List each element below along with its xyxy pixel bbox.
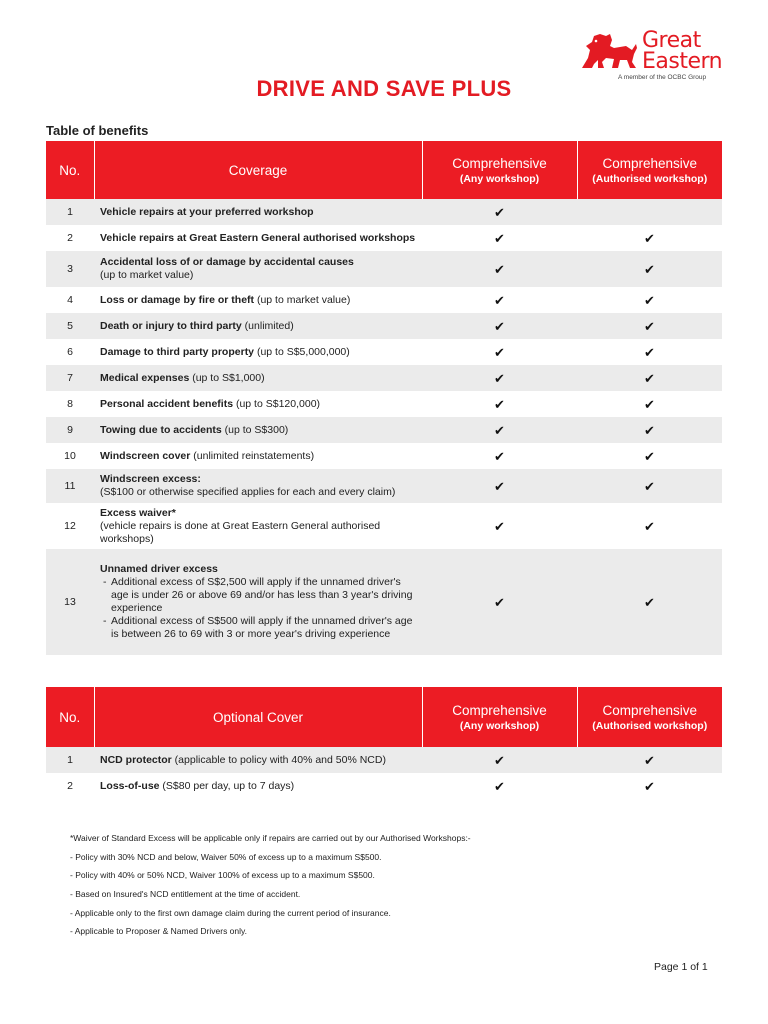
table-row — [46, 549, 722, 655]
coverage-note: (unlimited reinstatements) — [190, 449, 315, 462]
row-coverage — [94, 313, 422, 339]
optional-header-row — [46, 687, 722, 747]
row-coverage — [94, 199, 422, 225]
coverage-note: (vehicle repairs is done at Great Eastern General authorised workshops) — [100, 519, 381, 545]
check-icon: ✔ — [577, 391, 722, 417]
header-comprehensive-any: Comprehensive (Any workshop) — [422, 141, 577, 199]
check-icon: ✔ — [577, 225, 722, 251]
row-number: 2 — [46, 225, 94, 251]
coverage-note: (up to S$1,000) — [189, 371, 265, 384]
check-icon: ✔ — [577, 443, 722, 469]
coverage-note: (up to S$5,000,000) — [254, 345, 350, 358]
check-icon: ✔ — [422, 199, 577, 225]
header-no: No. — [46, 687, 94, 747]
row-coverage — [94, 469, 422, 503]
header-no: No. — [46, 141, 94, 199]
row-coverage — [94, 225, 422, 251]
table-row — [46, 417, 722, 443]
coverage-label: Loss-of-use — [100, 779, 160, 792]
header-coverage: Coverage — [94, 141, 422, 199]
footnotes — [70, 833, 471, 945]
check-icon: ✔ — [422, 251, 577, 287]
table-row — [46, 339, 722, 365]
check-icon: ✔ — [422, 225, 577, 251]
check-icon: ✔ — [577, 365, 722, 391]
row-number: 8 — [46, 391, 94, 417]
footnote-line: - Based on Insured's NCD entitlement at the time of accident. — [70, 889, 301, 900]
row-coverage — [94, 417, 422, 443]
row-coverage — [94, 773, 422, 799]
row-number: 12 — [46, 503, 94, 549]
brand-tagline: A member of the OCBC Group — [618, 74, 707, 81]
page-number: Page 1 of 1 — [654, 961, 708, 973]
coverage-note: (up to S$300) — [221, 423, 289, 436]
coverage-label: NCD protector — [100, 753, 172, 766]
row-number: 7 — [46, 365, 94, 391]
coverage-note: (S$100 or otherwise specified applies for each and every claim) — [100, 486, 396, 498]
page-title: DRIVE AND SAVE PLUS — [256, 76, 512, 101]
coverage-details — [100, 576, 416, 641]
row-coverage — [94, 287, 422, 313]
header-comprehensive-any: Comprehensive (Any workshop) — [422, 687, 577, 747]
table-row — [46, 773, 722, 799]
header-comprehensive-authorised: Comprehensive (Authorised workshop) — [577, 141, 722, 199]
lion-icon — [580, 32, 638, 70]
coverage-note: (applicable to policy with 40% and 50% NCD) — [171, 753, 386, 766]
table-row — [46, 469, 722, 503]
coverage-label: Loss or damage by fire or theft — [100, 293, 255, 306]
check-icon: ✔ — [577, 469, 722, 503]
table-row — [46, 251, 722, 287]
coverage-label: Towing due to accidents — [100, 423, 222, 436]
check-icon: ✔ — [422, 391, 577, 417]
check-icon: ✔ — [577, 251, 722, 287]
footnote-line: - Applicable to Proposer & Named Drivers only. — [70, 926, 248, 937]
coverage-label: Personal accident benefits — [100, 397, 234, 410]
footnote-line: - Applicable only to the first own damage claim during the current period of insurance. — [70, 907, 391, 918]
row-number: 2 — [46, 773, 94, 799]
header-optional-cover: Optional Cover — [94, 687, 422, 747]
coverage-note: (S$80 per day, up to 7 days) — [159, 779, 295, 792]
coverage-detail-item: - Additional excess of S$2,500 will apply if the unnamed driver's age is under 26 or above 69 and/or has less than 3 year's driving experience — [100, 576, 416, 615]
check-icon: ✔ — [422, 549, 577, 655]
coverage-label: Windscreen cover — [100, 449, 191, 462]
row-number: 1 — [46, 747, 94, 773]
row-coverage — [94, 443, 422, 469]
row-coverage — [94, 747, 422, 773]
check-icon: ✔ — [422, 287, 577, 313]
check-icon: ✔ — [422, 503, 577, 549]
check-icon — [577, 199, 722, 225]
table-row — [46, 747, 722, 773]
check-icon: ✔ — [422, 469, 577, 503]
coverage-label: Damage to third party property — [100, 345, 255, 358]
header-comprehensive-authorised: Comprehensive (Authorised workshop) — [577, 687, 722, 747]
row-number: 10 — [46, 443, 94, 469]
check-icon: ✔ — [577, 549, 722, 655]
coverage-label: Excess waiver* — [100, 506, 176, 519]
benefits-header-row — [46, 141, 722, 199]
table-row — [46, 287, 722, 313]
table-subtitle: Table of benefits — [46, 123, 149, 138]
check-icon: ✔ — [422, 365, 577, 391]
check-icon: ✔ — [577, 773, 722, 799]
row-coverage — [94, 365, 422, 391]
row-number: 5 — [46, 313, 94, 339]
table-row — [46, 365, 722, 391]
table-row — [46, 225, 722, 251]
coverage-label: Medical expenses — [100, 371, 190, 384]
footnote-line: - Policy with 40% or 50% NCD, Waiver 100% of excess up to a maximum S$500. — [70, 870, 375, 881]
row-number: 3 — [46, 251, 94, 287]
row-coverage — [94, 339, 422, 365]
benefits-table — [46, 141, 722, 655]
table-row — [46, 391, 722, 417]
brand-name — [642, 30, 722, 72]
coverage-note: (unlimited) — [241, 319, 294, 332]
coverage-note: (up to S$120,000) — [233, 397, 321, 410]
row-number: 6 — [46, 339, 94, 365]
coverage-label: Accidental loss of or damage by accidental causes — [100, 256, 354, 268]
row-coverage — [94, 391, 422, 417]
brand-name-line1: Great — [642, 28, 701, 53]
check-icon: ✔ — [577, 417, 722, 443]
optional-cover-table — [46, 687, 722, 799]
row-number: 13 — [46, 549, 94, 655]
check-icon: ✔ — [422, 313, 577, 339]
coverage-note: (up to market value) — [254, 293, 351, 306]
check-icon: ✔ — [577, 747, 722, 773]
check-icon: ✔ — [422, 339, 577, 365]
footnote-line: - Policy with 30% NCD and below, Waiver 50% of excess up to a maximum S$500. — [70, 851, 382, 862]
check-icon: ✔ — [422, 747, 577, 773]
check-icon: ✔ — [577, 339, 722, 365]
brand-name-line2: Eastern — [642, 49, 723, 74]
table-row — [46, 503, 722, 549]
coverage-label: Windscreen excess: — [100, 473, 201, 485]
coverage-label: Unnamed driver excess — [100, 563, 218, 575]
table-row — [46, 443, 722, 469]
row-number: 4 — [46, 287, 94, 313]
check-icon: ✔ — [577, 313, 722, 339]
check-icon: ✔ — [577, 503, 722, 549]
row-number: 1 — [46, 199, 94, 225]
row-coverage — [94, 549, 422, 655]
table-row — [46, 313, 722, 339]
row-number: 9 — [46, 417, 94, 443]
row-number: 11 — [46, 469, 94, 503]
check-icon: ✔ — [577, 287, 722, 313]
check-icon: ✔ — [422, 443, 577, 469]
row-coverage — [94, 251, 422, 287]
coverage-detail-item: - Additional excess of S$500 will apply if the unnamed driver's age is between 26 to 69 with 3 or more year's driving experience — [100, 615, 416, 641]
table-row — [46, 199, 722, 225]
coverage-note: (up to market value) — [100, 269, 194, 281]
footnote-line: *Waiver of Standard Excess will be applicable only if repairs are carried out by our Authorised Workshops:- — [70, 833, 471, 843]
check-icon: ✔ — [422, 773, 577, 799]
check-icon: ✔ — [422, 417, 577, 443]
row-coverage — [94, 503, 422, 549]
coverage-label: Death or injury to third party — [100, 319, 242, 332]
coverage-label: Vehicle repairs at Great Eastern General authorised workshops — [100, 231, 416, 244]
coverage-label: Vehicle repairs at your preferred workshop — [100, 205, 314, 218]
